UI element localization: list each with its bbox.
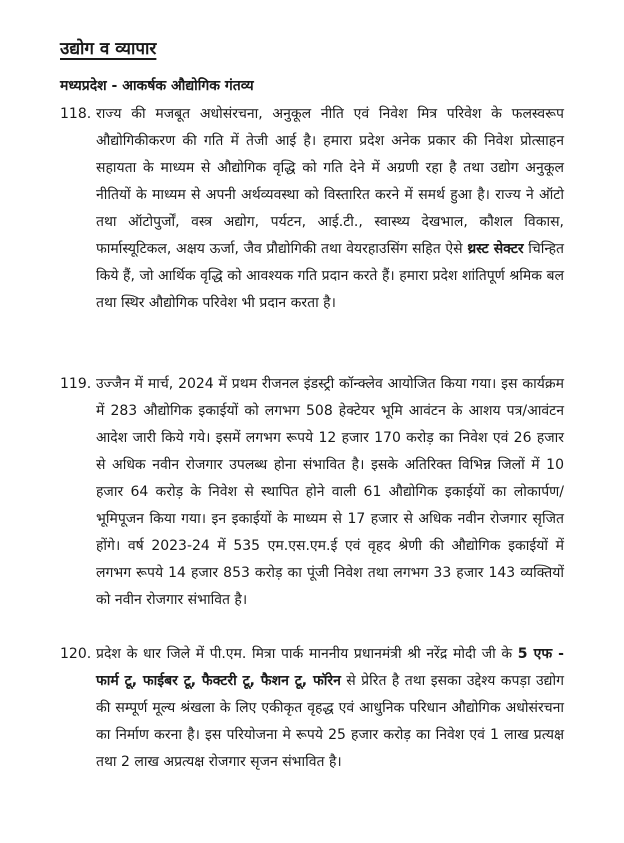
paragraph-text: से प्रेरित है तथा इसका उद्देश्य कपड़ा उद्योग की सम्पूर्ण मूल्य श्रंखला के लिए एकीकृत वृहद्ध एवं आधुनिक परिधान औद्योगिक अधोसंरचना का निर्माण करना है। इस परियोजना मे रूपये 25 हजार करोड़ का निवेश एवं 1 लाख प्रत्यक्ष तथा 2 लाख अप्रत्यक्ष रोजगार सृजन संभावित है। bbox=[96, 673, 564, 770]
paragraph-number: 120. bbox=[60, 646, 92, 662]
paragraph-text: राज्य की मजबूत अधोसंरचना, अनुकूल नीति एवं निवेश मित्र परिवेश के फलस्वरूप औद्योगिकीकरण की गति में तेजी आई है। हमारा प्रदेश अनेक प्रकार की निवेश प्रोत्साहन सहायता के माध्यम से औद्योगिक वृद्धि को गति देने में अग्रणी रहा है तथा उद्योग अनुकूल नीतियों के माध्यम से अपनी अर्थव्यवस्था को विस्तारित करने में समर्थ हुआ है। राज्य ने ऑटो तथा ऑटोपुर्जों, वस्त्र अद्योग, पर्यटन, आई.टी., स्वास्थ्य देखभाल, कौशल विकास, फार्मास्यूटिकल, अक्षय ऊर्जा, जैव प्रौद्योगिकी तथा वेयरहाउसिंग सहित ऐसे bbox=[96, 106, 564, 257]
paragraph-number: 119. bbox=[60, 376, 92, 392]
paragraph-text: उज्जैन में मार्च, 2024 में प्रथम रीजनल इंडस्ट्री कॉन्क्लेव आयोजित किया गया। इस कार्यक्रम में 283 औद्योगिक इकाईयों को लगभग 508 हेक्टेयर भूमि आवंटन के आशय पत्र/आवंटन आदेश जारी किये गये। इसमें लगभग रूपये 12 हजार 170 करोड़ का निवेश एवं 26 हजार से अधिक नवीन रोजगार उपलब्ध होना संभावित है। इसके अतिरिक्त विभिन्न जिलों में 10 हजार 64 करोड़ के निवेश से स्थापित होने वाली 61 औद्योगिक इकाईयों का लोकार्पण/भूमिपूजन किया गया। इन इकाईयों के माध्यम से 17 हजार से अधिक नवीन रोजगार सृजित होंगे। वर्ष 2023-24 में 535 एम.एस.एम.ई एवं वृहद श्रेणी की औद्योगिक इकाईयों में लगभग रूपये 14 हजार 853 करोड़ का पूंजी निवेश तथा लगभग 33 हजार 143 व्यक्तियों को नवीन रोजगार संभावित है। bbox=[96, 376, 564, 608]
paragraph-120 bbox=[60, 641, 564, 776]
paragraph-118 bbox=[60, 101, 564, 317]
paragraph-119 bbox=[60, 371, 564, 614]
paragraph-text: प्रदेश के धार जिले में पी.एम. मित्रा पार्क माननीय प्रधानमंत्री श्री नरेंद्र मोदी जी के bbox=[96, 646, 513, 662]
paragraph-body bbox=[96, 371, 564, 614]
section-subheading: मध्यप्रदेश - आकर्षक औद्योगिक गंतव्य bbox=[60, 78, 254, 94]
paragraph-body bbox=[96, 101, 564, 317]
paragraph-bold-text: 5 एफ - फार्म टू, फाईबर टू, फैक्टरी टू, फैशन टू, फॉरेन bbox=[96, 646, 564, 689]
paragraph-number: 118. bbox=[60, 106, 92, 122]
paragraph-bold-text: थ्रस्ट सेक्टर bbox=[467, 241, 524, 257]
paragraph-body bbox=[96, 641, 564, 776]
paragraph-text: चिन्हित किये हैं, जो आर्थिक वृद्धि को आवश्यक गति प्रदान करते हैं। हमारा प्रदेश शांतिपूर्ण श्रमिक बल तथा स्थिर औद्योगिक परिवेश भी प्रदान करता है। bbox=[96, 241, 565, 311]
section-heading: उद्योग व व्यापार bbox=[60, 39, 157, 59]
